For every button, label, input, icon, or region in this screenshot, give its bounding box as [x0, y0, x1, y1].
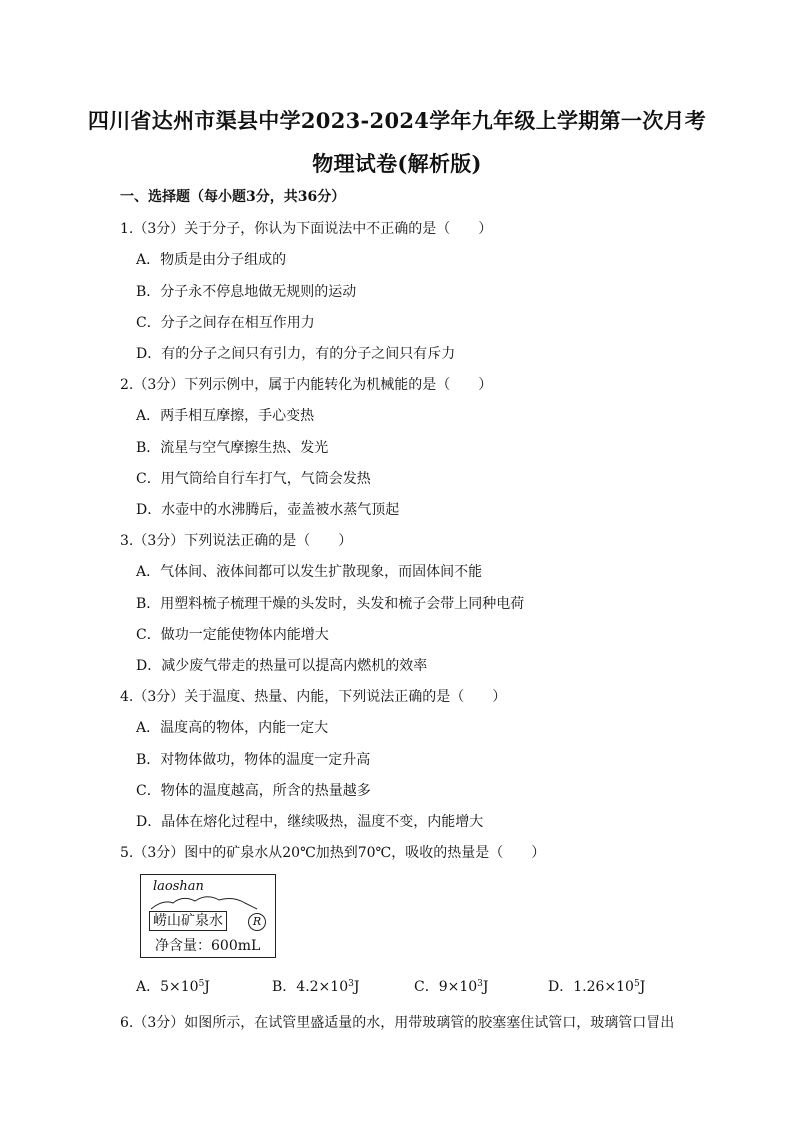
- page-subtitle: 物理试卷(解析版): [312, 151, 482, 176]
- label-product-name: 崂山矿泉水: [149, 911, 227, 931]
- question-4-option-d: D．晶体在熔化过程中，继续吸热，温度不变，内能增大: [136, 814, 484, 830]
- question-5-option-b: B．$4.2\times 10^3J$: [272, 979, 360, 995]
- question-4-option-c: C．物体的温度越高，所含的热量越多: [136, 783, 371, 799]
- mineral-water-label-figure: [140, 874, 276, 958]
- question-5-option-d: D．$1.26\times 10^5J$: [548, 979, 646, 995]
- question-4-stem: 4.（3分）关于温度、热量、内能，下列说法正确的是（ ）: [120, 689, 507, 705]
- label-brand-text: laoshan: [153, 879, 204, 894]
- question-2-option-d: D．水壶中的水沸腾后，壶盖被水蒸气顶起: [136, 502, 400, 518]
- registered-mark-icon: R: [248, 913, 266, 931]
- label-volume-text: 净含量：600mL: [155, 938, 261, 954]
- question-1-stem: 1.（3分）关于分子，你认为下面说法中不正确的是（ ）: [120, 221, 493, 237]
- question-2-option-b: B．流星与空气摩擦生热、发光: [136, 440, 329, 456]
- question-2-stem: 2.（3分）下列示例中，属于内能转化为机械能的是（ ）: [120, 377, 493, 393]
- question-1-option-c: C．分子之间存在相互作用力: [136, 315, 315, 331]
- question-1-option-d: D．有的分子之间只有引力，有的分子之间只有斥力: [136, 346, 456, 362]
- question-3-option-b: B．用塑料梳子梳理干燥的头发时，头发和梳子会带上同种电荷: [136, 596, 525, 612]
- question-4-option-b: B．对物体做功，物体的温度一定升高: [136, 752, 371, 768]
- question-1-option-a: A．物质是由分子组成的: [136, 252, 287, 268]
- question-3-option-a: A．气体间、液体间都可以发生扩散现象，而固体间不能: [136, 564, 483, 580]
- question-1-option-b: B．分子永不停息地做无规则的运动: [136, 284, 357, 300]
- question-2-option-c: C．用气筒给自行车打气，气筒会发热: [136, 471, 371, 487]
- question-4-option-a: A．温度高的物体，内能一定大: [136, 720, 329, 736]
- question-5-option-c: C．$9\times 10^3J$: [414, 979, 489, 995]
- mountain-icon: [149, 893, 259, 911]
- question-2-option-a: A．两手相互摩擦，手心变热: [136, 408, 315, 424]
- question-3-stem: 3.（3分）下列说法正确的是（ ）: [120, 533, 353, 549]
- question-6-stem: 6.（3分）如图所示，在试管里盛适量的水，用带玻璃管的胶塞塞住试管口，玻璃管口冒出: [120, 1015, 675, 1031]
- question-5-option-a: A．$5\times 10^5J$: [136, 979, 210, 995]
- question-3-option-d: D．减少废气带走的热量可以提高内燃机的效率: [136, 658, 428, 674]
- question-3-option-c: C．做功一定能使物体内能增大: [136, 627, 329, 643]
- page-title: 四川省达州市渠县中学2023-2024学年九年级上学期第一次月考: [87, 108, 707, 133]
- question-5-stem: 5.（3分）图中的矿泉水从20℃加热到70℃，吸收的热量是（ ）: [120, 845, 546, 861]
- section-heading: 一、选择题（每小题3分，共36分）: [120, 189, 346, 205]
